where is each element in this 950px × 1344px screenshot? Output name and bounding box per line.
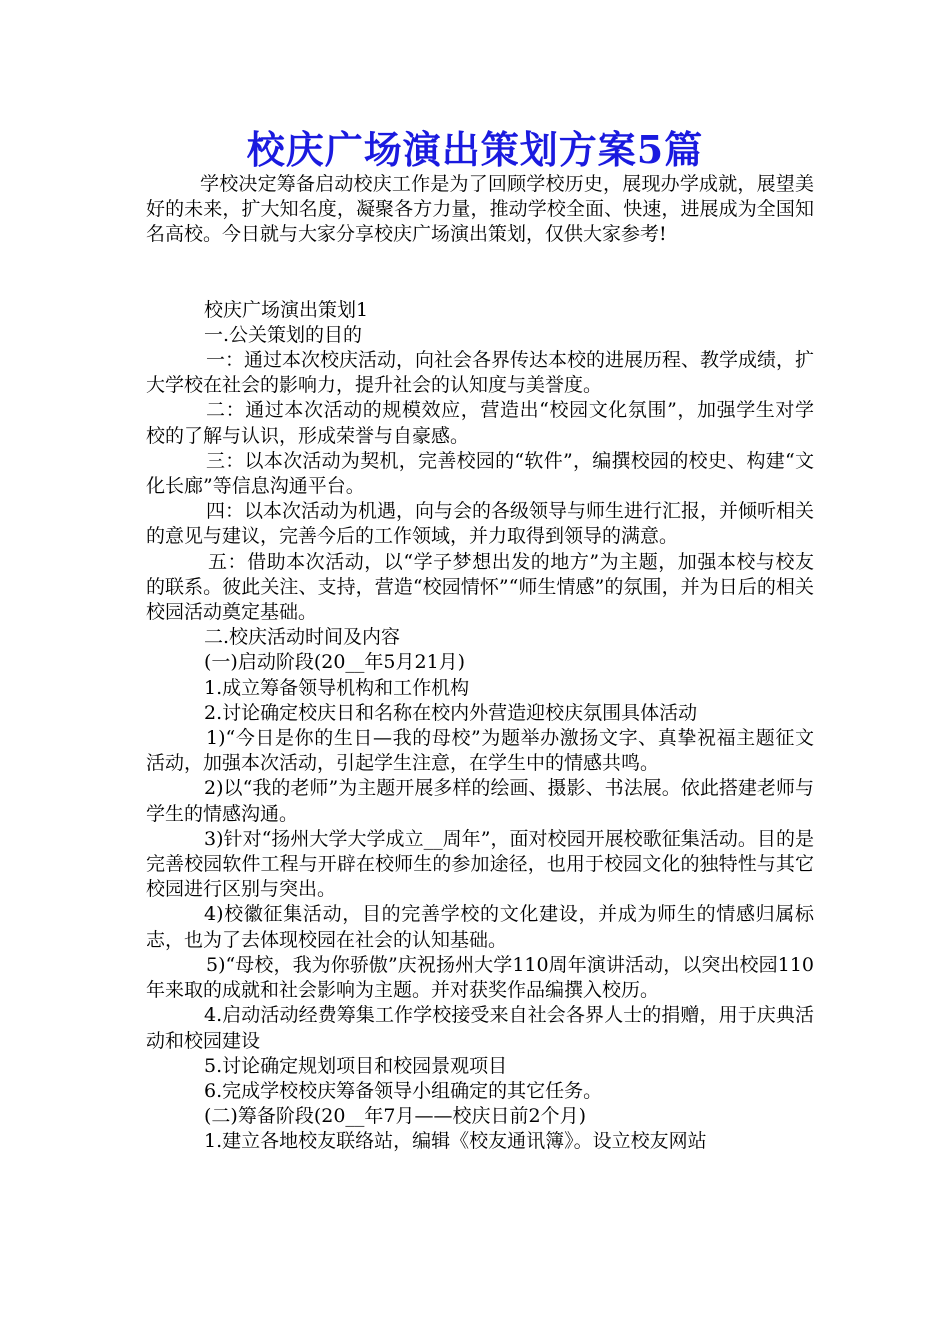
list-item: 4.启动活动经费筹集工作学校接受来自社会各界人士的捐赠，用于庆典活动和校园建设 [146, 1004, 814, 1052]
list-item: 2)以“我的老师”为主题开展多样的绘画、摄影、书法展。依此搭建老师与学生的情感沟通。 [146, 777, 814, 825]
list-item: 5)“母校，我为你骄傲”庆祝扬州大学110周年演讲活动，以突出校园110年来取的成就和社会影响为主题。并对获奖作品编撰入校历。 [146, 953, 814, 1002]
list-item: 2.讨论确定校庆日和名称在校内外营造迎校庆氛围具体活动 [204, 701, 698, 724]
body-paragraph: 五：借助本次活动，以“学子梦想出发的地方”为主题，加强本校与校友的联系。彼此关注、支持，营造“校园情怀”“师生情感”的氛围，并为日后的相关校园活动奠定基础。 [146, 550, 814, 624]
list-item: 4)校徽征集活动，目的完善学校的文化建设，并成为师生的情感归属标志，也为了去体现校园在社会的认知基础。 [146, 903, 814, 951]
document-body [146, 172, 814, 1155]
body-paragraph: 二：通过本次活动的规模效应，营造出“校园文化氛围”，加强学生对学校的了解与认识，形成荣誉与自豪感。 [146, 399, 814, 447]
list-item: 6.完成学校校庆筹备领导小组确定的其它任务。 [204, 1079, 603, 1102]
list-item: 1)“今日是你的生日—我的母校”为题举办激扬文字、真挚祝福主题征文活动，加强本次活动，引起学生注意，在学生中的情感共鸣。 [146, 727, 814, 775]
phase-heading: (一)启动阶段(20__年5月21月) [204, 651, 466, 674]
body-paragraph: 一：通过本次校庆活动，向社会各界传达本校的进展历程、教学成绩，扩大学校在社会的影响力，提升社会的认知度与美誉度。 [146, 349, 815, 397]
phase-heading: (二)筹备阶段(20__年7月——校庆日前2个月) [204, 1105, 587, 1128]
list-item: 1.成立筹备领导机构和工作机构 [204, 676, 470, 699]
section-heading: 校庆广场演出策划1 [204, 298, 369, 321]
body-paragraph: 三：以本次活动为契机，完善校园的“软件”，编撰校园的校史、构建“文化长廊”等信息沟通平台。 [146, 449, 814, 498]
subsection-heading: 一.公关策划的目的 [204, 323, 363, 346]
list-item: 3)针对“扬州大学大学成立__周年”，面对校园开展校歌征集活动。目的是完善校园软件工程与开辟在校师生的参加途径，也用于校园文化的独特性与其它校园进行区别与突出。 [146, 827, 814, 901]
subsection-heading: 二.校庆活动时间及内容 [204, 626, 401, 649]
paragraph-gap [146, 248, 814, 298]
body-paragraph: 四：以本次活动为机遇，向与会的各级领导与师生进行汇报，并倾听相关的意见与建议，完善今后的工作领域，并力取得到领导的满意。 [146, 500, 815, 548]
list-item: 5.讨论确定规划项目和校园景观项目 [204, 1054, 508, 1077]
document-title: 校庆广场演出策划方案5篇 [246, 127, 704, 172]
list-item: 1.建立各地校友联络站，编辑《校友通讯簿》。设立校友网站 [204, 1130, 707, 1153]
intro-paragraph: 学校决定筹备启动校庆工作是为了回顾学校历史，展现办学成就，展望美好的未来，扩大知名度，凝聚各方力量，推动学校全面、快速，进展成为全国知名高校。今日就与大家分享校庆广场演出策划，仅供大家参考! [146, 173, 814, 246]
